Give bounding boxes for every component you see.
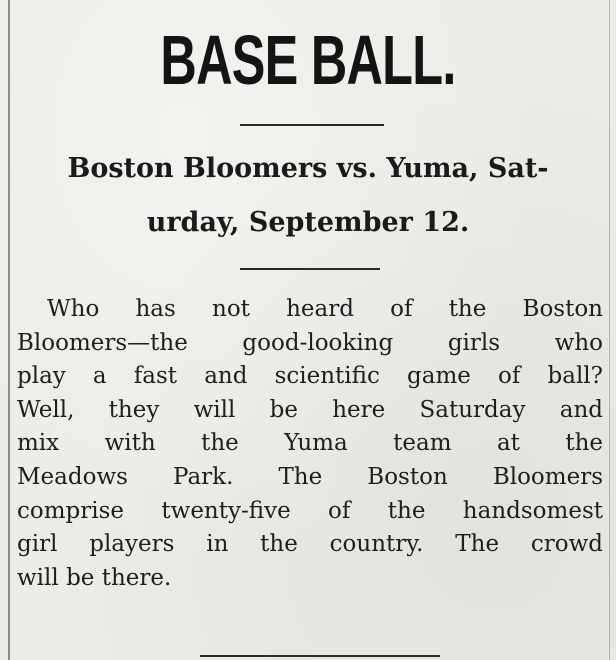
- body-line: Well, they will be here Saturday and: [17, 396, 603, 423]
- subheadline-line-2: urday, September 12.: [146, 207, 470, 238]
- body-line: Bloomers—the good-looking girls who: [17, 329, 603, 356]
- body-line: comprise twenty-five of the handsomest: [17, 497, 603, 524]
- headline: BASE BALL.: [160, 21, 456, 99]
- column-rule-left: [8, 0, 10, 660]
- body-line: mix with the Yuma team at the: [17, 430, 603, 457]
- subheadline-line-1: Boston Bloomers vs. Yuma, Sat-: [67, 153, 549, 184]
- divider-rule-bottom: [200, 655, 440, 657]
- body-line: Meadows Park. The Boston Bloomers: [17, 463, 603, 490]
- body-line-last: will be there.: [17, 564, 172, 591]
- divider-rule-middle: [240, 268, 380, 270]
- divider-rule-top: [240, 124, 384, 126]
- column-rule-right: [609, 0, 610, 660]
- body-line: Who has not heard of the Boston: [47, 296, 603, 322]
- article-body: [17, 293, 603, 595]
- body-line: girl players in the country. The crowd: [17, 531, 603, 558]
- body-line: play a fast and scientific game of ball?: [17, 363, 603, 390]
